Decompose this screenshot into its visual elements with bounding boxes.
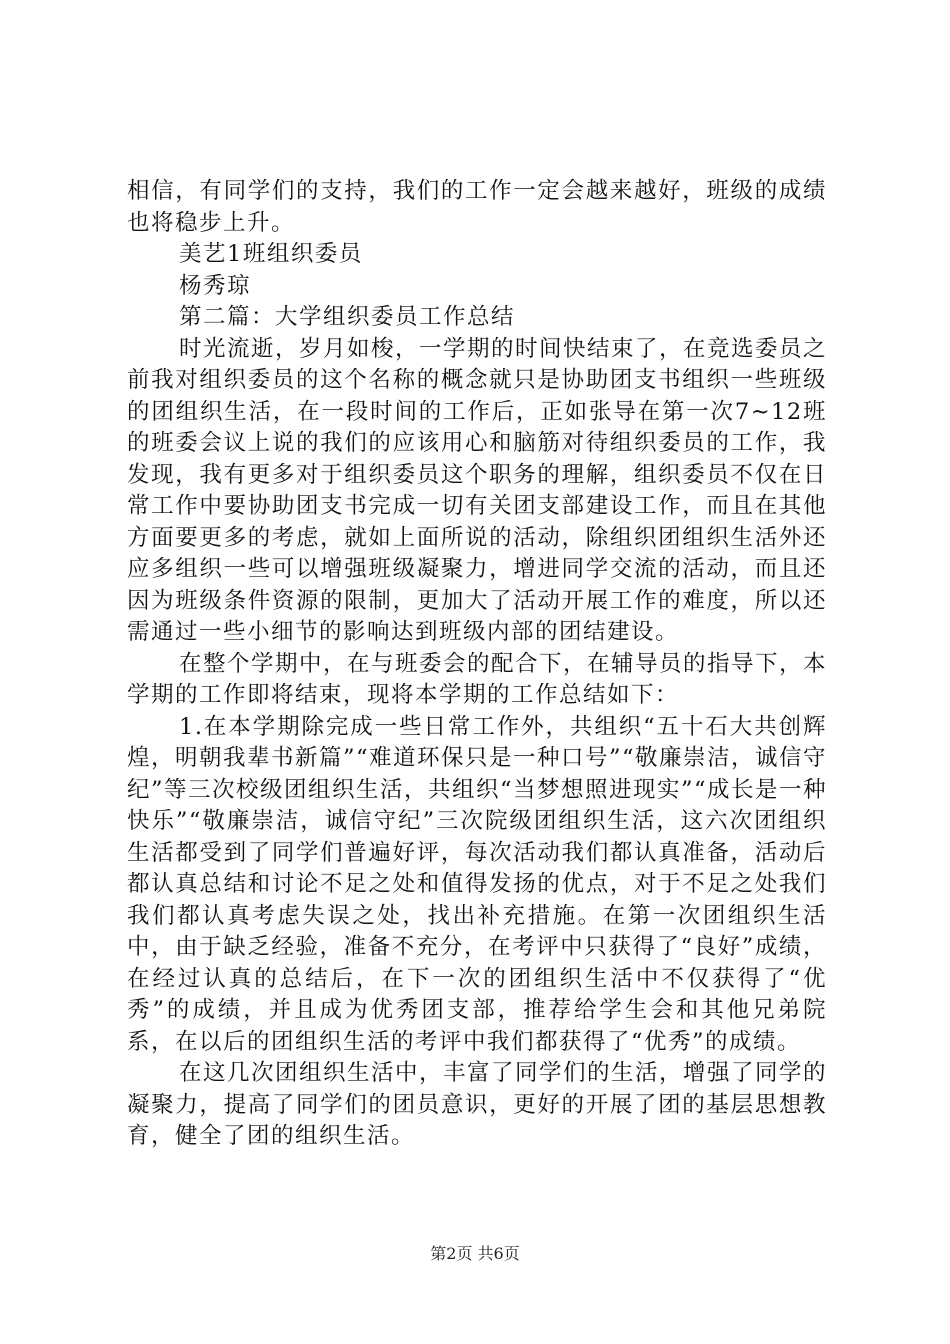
signature-name: 杨秀琼 [179, 272, 252, 299]
section-heading: 第二篇：大学组织委员工作总结 [179, 304, 516, 330]
paragraph-summary-lead: 在整个学期中，在与班委会的配合下，在辅导员的指导下，本学期的工作即将结束，现将本学期的工作总结如下： [127, 650, 828, 708]
paragraph-intro: 时光流逝，岁月如梭，一学期的时间快结束了，在竞选委员之前我对组织委员的这个名称的概念就只是协助团支书组织一些班级的团组织生活，在一段时间的工作后，正如张导在第一次7~12班的班委会议上说的我们的应该用心和脑筋对待组织委员的工作，我发现，我有更多对于组织委员这个职务的理解，组织委员不仅在日常工作中要协助团支书完成一切有关团支部建设工作，而且在其他方面要更多的考虑，就如上面所说的活动，除组织团组织生活外还应多组织一些可以增强班级凝聚力，增进同学交流的活动，而且还因为班级条件资源的限制，更加大了活动开展工作的难度，所以还需通过一些小细节的影响达到班级内部的团结建设。 [127, 335, 828, 645]
page-number: 第2页 共6页 [430, 1244, 520, 1263]
signature-class: 美艺1班组织委员 [179, 241, 363, 267]
paragraph-conclusion: 在这几次团组织生活中，丰富了同学们的生活，增强了同学的凝聚力，提高了同学们的团员意识，更好的开展了团的基层思想教育，健全了团的组织生活。 [127, 1060, 828, 1149]
paragraph-item-1: 1.在本学期除完成一些日常工作外，共组织“五十石大共创辉煌，明朝我辈书新篇”“难道环保只是一种口号”“敬廉崇洁，诚信守纪”等三次校级团组织生活，共组织“当梦想照进现实”“成长是一种快乐”“敬廉崇洁，诚信守纪”三次院级团组织生活，这六次团组织生活都受到了同学们普遍好评，每次活动我们都认真准备，活动后都认真总结和讨论不足之处和值得发扬的优点，对于不足之处我们我们都认真考虑失误之处，找出补充措施。在第一次团组织生活中，由于缺乏经验，准备不充分，在考评中只获得了“良好”成绩，在经过认真的总结后，在下一次的团组织生活中不仅获得了“优秀”的成绩，并且成为优秀团支部，推荐给学生会和其他兄弟院系，在以后的团组织生活的考评中我们都获得了“优秀”的成绩。 [127, 713, 828, 1055]
document-body [127, 176, 827, 1153]
paragraph-closing: 相信，有同学们的支持，我们的工作一定会越来越好，班级的成绩也将稳步上升。 [127, 178, 827, 236]
